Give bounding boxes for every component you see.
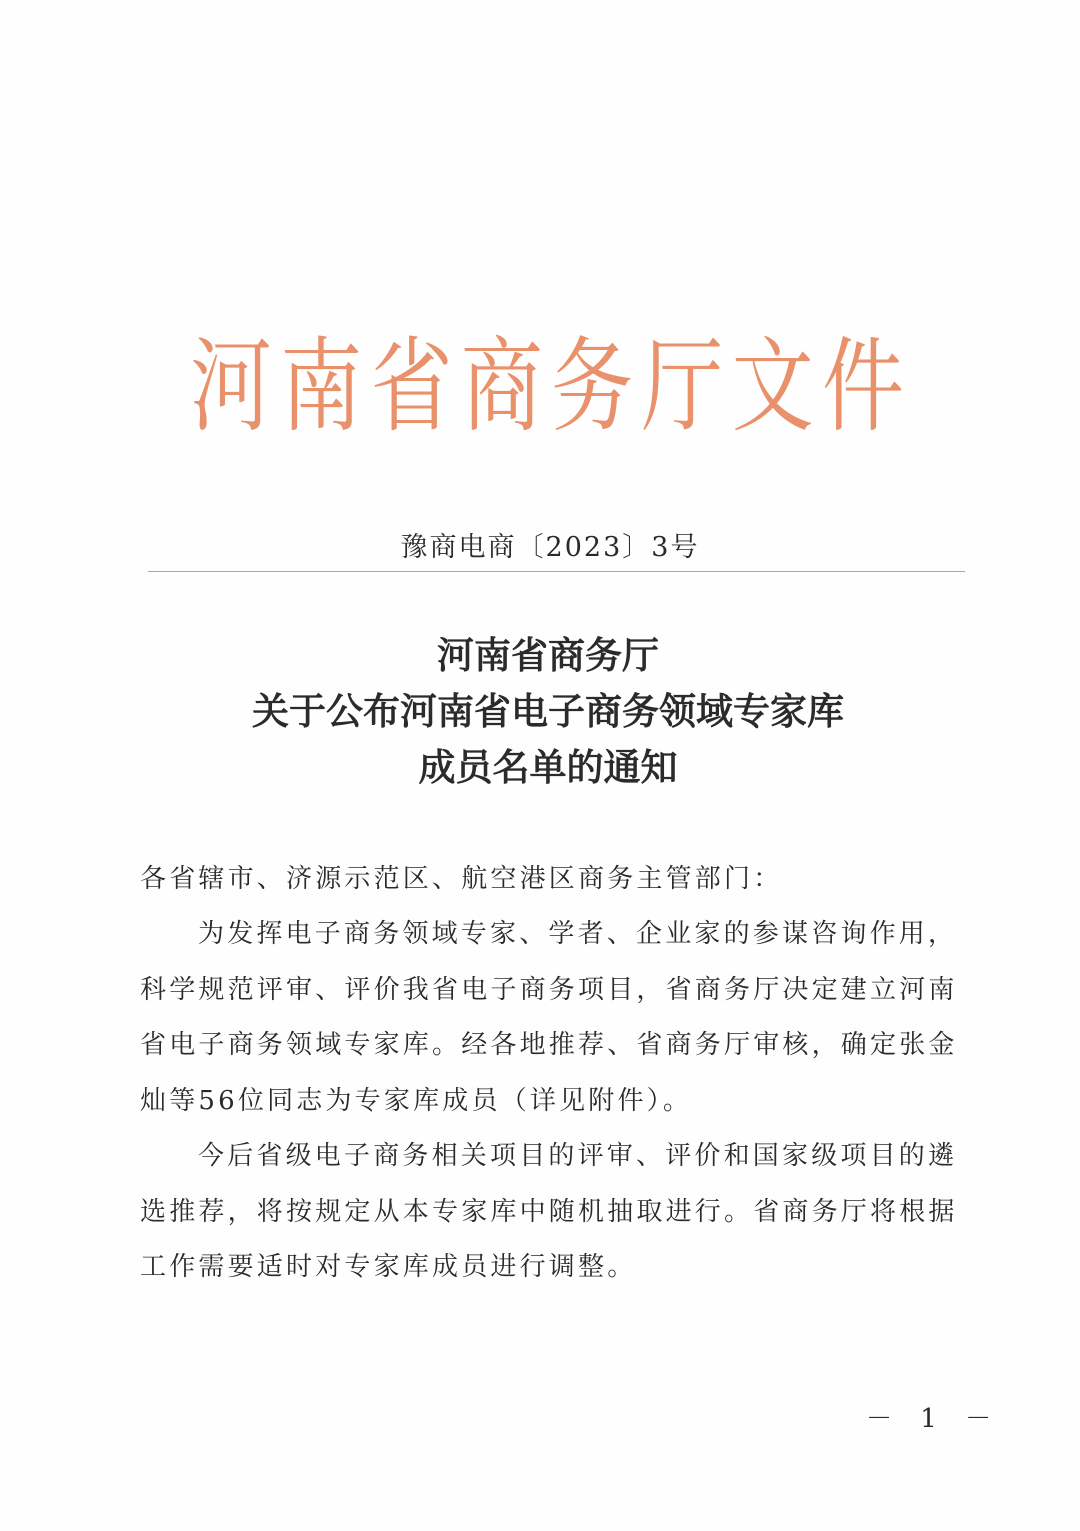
masthead-char: 务 [551, 327, 634, 447]
paragraph-line: 科学规范评审、评价我省电子商务项目，省商务厅决定建立河南 [140, 975, 958, 1005]
paragraph-line: 省电子商务领域专家库。经各地推荐、省商务厅审核，确定张金 [140, 1030, 958, 1060]
paragraph-line: 今后省级电子商务相关项目的评审、评价和国家级项目的遴 [198, 1141, 958, 1171]
paragraph-line: 选推荐，将按规定从本专家库中随机抽取进行。省商务厅将根据 [140, 1197, 958, 1227]
document-number: 豫商电商〔2023〕3号 [400, 532, 700, 563]
title-line: 河南省商务厅 [437, 633, 659, 677]
page-number: － 1 － [866, 1404, 1002, 1434]
paragraph-line: 为发挥电子商务领域专家、学者、企业家的参谋咨询作用， [198, 919, 958, 949]
paragraph-line: 灿等56位同志为专家库成员（详见附件）。 [140, 1086, 693, 1116]
red-divider [148, 571, 965, 572]
masthead-char: 商 [460, 327, 543, 447]
title-line: 关于公布河南省电子商务领域专家库 [252, 689, 844, 733]
document-masthead [190, 305, 904, 451]
title-line: 成员名单的通知 [418, 745, 678, 789]
masthead-char: 厅 [641, 327, 724, 447]
masthead-char: 河 [190, 327, 273, 447]
masthead-char: 件 [821, 327, 904, 447]
salutation: 各省辖市、济源示范区、航空港区商务主管部门： [140, 864, 783, 894]
masthead-char: 文 [731, 327, 814, 447]
paragraph-line: 工作需要适时对专家库成员进行调整。 [140, 1252, 637, 1282]
masthead-char: 省 [370, 327, 453, 447]
masthead-char: 南 [280, 327, 363, 447]
